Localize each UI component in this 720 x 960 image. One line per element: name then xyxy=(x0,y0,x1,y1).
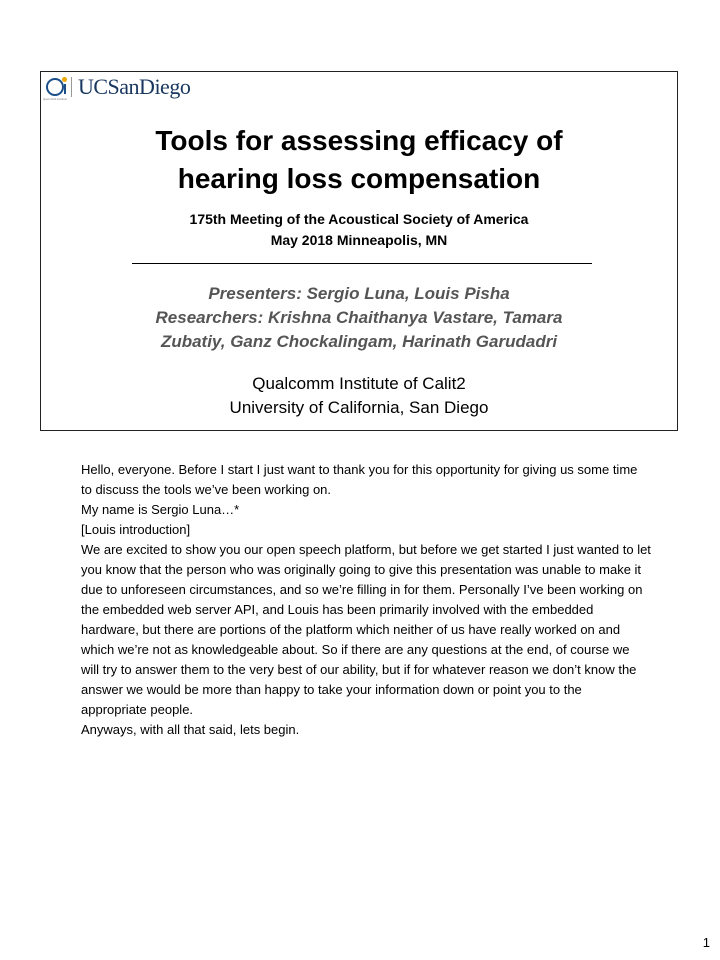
researchers-line-2: Zubatiy, Ganz Chockalingam, Harinath Garudadri xyxy=(160,332,558,351)
presenters: Presenters: Sergio Luna, Louis Pisha xyxy=(208,284,510,303)
meeting-line-2: May 2018 Minneapolis, MN xyxy=(270,232,448,248)
uc-san-diego-logo xyxy=(43,74,190,100)
credits xyxy=(41,282,677,354)
notes-paragraph: Anyways, with all that said, lets begin. xyxy=(81,722,300,737)
notes-paragraph: [Louis introduction] xyxy=(81,522,191,537)
slide-title xyxy=(41,122,677,198)
notes-paragraph: Hello, everyone. Before I start I just want to thank you for this opportunity for giving us some time to discuss the tools we’ve been working on. xyxy=(81,462,638,497)
meeting-line-1: 175th Meeting of the Acoustical Society of America xyxy=(189,211,529,227)
slide-frame xyxy=(40,71,678,431)
logo-wordmark: UCSanDiego xyxy=(78,74,191,99)
page-number: 1 xyxy=(702,935,710,950)
notes-paragraph: My name is Sergio Luna…* xyxy=(81,502,240,517)
speaker-notes xyxy=(81,460,651,740)
horizontal-divider xyxy=(132,263,592,264)
qualcomm-institute-icon xyxy=(43,75,69,99)
institution xyxy=(41,372,677,420)
logo-tagline: Qualcomm Institute xyxy=(43,97,67,101)
logo-divider xyxy=(71,77,72,97)
institute-line-2: University of California, San Diego xyxy=(229,398,489,417)
notes-paragraph: We are excited to show you our open speech platform, but before we get started I just wanted to let you know that the person who was originally going to give this presentation was unable to make it due to unforeseen circumstances, and so we’re filling in for them. Personally I’ve been working on the embedded web server API, and Louis has been primarily involved with the embedded hardware, but there are portions of the platform which neither of us have really worked on and which we’re not as knowledgeable about. So if there are any questions at the end, of course we will try to answer them to the very best of our ability, but if for whatever reason we don’t know the answer we would be more than happy to take your information down or point you to the appropriate people. xyxy=(81,542,651,717)
title-line-1: Tools for assessing efficacy of xyxy=(155,125,563,156)
meeting-info xyxy=(41,209,677,251)
institute-line-1: Qualcomm Institute of Calit2 xyxy=(252,374,466,393)
researchers-line-1: Researchers: Krishna Chaithanya Vastare, Tamara xyxy=(155,308,563,327)
title-line-2: hearing loss compensation xyxy=(177,163,541,194)
